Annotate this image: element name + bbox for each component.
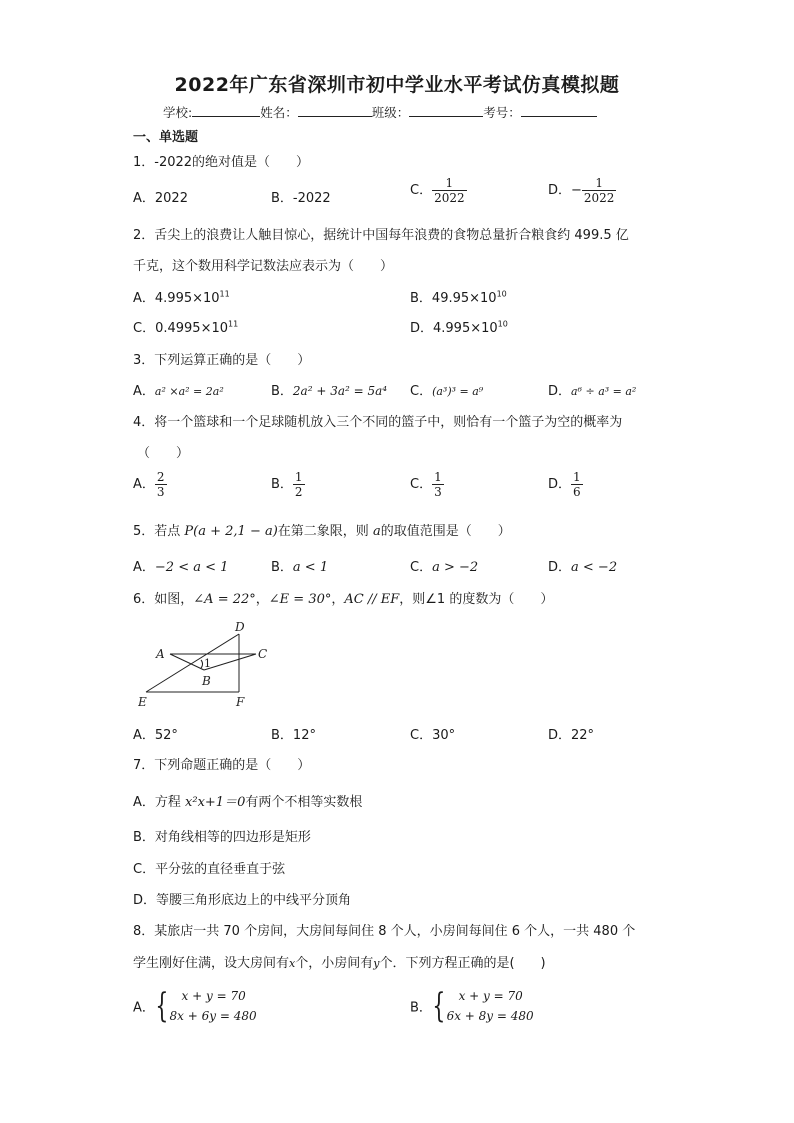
number-blank[interactable] <box>521 104 597 117</box>
q1-d-fraction: $\frac{1}{2022}$ <box>583 176 615 205</box>
q5-option-b[interactable]: B．a < 1 <box>271 560 329 575</box>
q1-option-c[interactable] <box>410 176 467 205</box>
q3-option-d[interactable]: D．a⁶ ÷ a³ = a² <box>548 384 637 399</box>
q8-a-system: x + y = 70 8x + 6y = 480 <box>169 989 257 1023</box>
q4-option-b[interactable]: B． $\frac{1}{2}$ <box>271 470 303 499</box>
q6-option-c[interactable]: C．30° <box>410 728 456 743</box>
q4-option-c[interactable]: C． $\frac{1}{3}$ <box>410 470 442 499</box>
q1-option-d[interactable] <box>548 176 616 205</box>
q1-option-a[interactable]: A．2022 <box>133 191 188 206</box>
class-label: 班级： <box>371 105 410 120</box>
question-5-stem: 5．若点 P(a + 2,1 − a)在第二象限，则 a的取值范围是（ ） <box>133 524 511 539</box>
label-angle-1: 1 <box>204 657 211 670</box>
q5-option-d[interactable]: D．a < −2 <box>548 560 618 575</box>
label-e: E <box>138 695 147 709</box>
school-label: 学校: <box>163 105 193 120</box>
name-blank[interactable] <box>298 104 372 117</box>
segment-bc <box>204 654 256 670</box>
q8-option-a[interactable]: A．{ x + y = 70 8x + 6y = 480 <box>133 986 257 1026</box>
q1-c-fraction: $\frac{1}{2022}$ <box>434 176 465 205</box>
question-1-stem: 1．-2022的绝对值是（ ） <box>133 155 310 170</box>
q3-option-b[interactable]: B．2a² + 3a² = 5a⁴ <box>271 384 388 399</box>
label-d: D <box>235 620 245 634</box>
q4-b-fraction: $\frac{1}{2}$ <box>294 470 303 499</box>
label-c: C <box>258 647 268 661</box>
q4-d-fraction: $\frac{1}{6}$ <box>573 470 581 499</box>
geometry-figure <box>138 618 273 710</box>
q4-option-a[interactable]: A． $\frac{2}{3}$ <box>133 470 165 499</box>
q7-option-c[interactable]: C．平分弦的直径垂直于弦 <box>133 862 286 877</box>
q3-option-a[interactable]: A．a² ×a² = 2a² <box>133 384 224 399</box>
q7-option-a[interactable]: A．方程 x²x+1＝0有两个不相等实数根 <box>133 795 363 810</box>
q7-option-d[interactable]: D．等腰三角形底边上的中线平分顶角 <box>133 893 352 908</box>
q6-option-d[interactable]: D．22° <box>548 728 595 743</box>
question-6-stem: 6．如图，∠A = 22°，∠E = 30°，AC // EF，则∠1 的度数为（ ） <box>133 592 554 607</box>
page-title: 2022年广东省深圳市初中学业水平考试仿真模拟题 <box>174 74 620 96</box>
q1-d-label: D．− <box>548 183 582 198</box>
angle-1-arc <box>201 660 203 668</box>
q8-b-brace-icon: { <box>432 986 446 1026</box>
question-8-stem-line2: 学生刚好住满，设大房间有x个，小房间有y个．下列方程正确的是( ) <box>133 956 546 971</box>
section-heading: 一、单选题 <box>133 130 199 145</box>
q5-option-a[interactable]: A．−2 < a < 1 <box>133 560 229 575</box>
label-a: A <box>156 647 165 661</box>
q8-option-b[interactable]: B．{ x + y = 70 6x + 8y = 480 <box>410 986 534 1026</box>
label-f: F <box>236 695 245 709</box>
q8-b-system: x + y = 70 6x + 8y = 480 <box>446 989 534 1023</box>
q8-a-brace-icon: { <box>155 986 169 1026</box>
q4-c-fraction: $\frac{1}{3}$ <box>434 470 442 499</box>
segment-ab <box>170 654 204 670</box>
q1-option-b[interactable]: B．-2022 <box>271 191 331 206</box>
question-3-stem: 3．下列运算正确的是（ ） <box>133 353 311 368</box>
q1-c-label: C． <box>410 183 433 198</box>
q2-option-b[interactable]: B．$49.95\times 10^{10}$ <box>410 289 507 306</box>
question-4-stem-line1: 4．将一个篮球和一个足球随机放入三个不同的篮子中，则恰有一个篮子为空的概率为 <box>133 415 623 430</box>
q3-option-c[interactable]: C．(a³)³ = a⁹ <box>410 384 484 399</box>
q2-option-a[interactable]: A．$4.995\times 10^{11}$ <box>133 289 230 306</box>
q2-option-d[interactable]: D．$4.995\times 10^{10}$ <box>410 319 508 336</box>
label-b: B <box>202 674 211 688</box>
q6-option-b[interactable]: B．12° <box>271 728 316 743</box>
q7-option-b[interactable]: B．对角线相等的四边形是矩形 <box>133 830 311 845</box>
name-label: 姓名： <box>260 105 298 120</box>
question-2-stem-line2: 千克，这个数用科学记数法应表示为（ ） <box>133 259 394 274</box>
q4-option-d[interactable]: D． $\frac{1}{6}$ <box>548 470 581 499</box>
student-info-line <box>163 103 597 121</box>
q2-option-c[interactable]: C．$0.4995\times 10^{11}$ <box>133 319 239 336</box>
q5-option-c[interactable]: C．a > −2 <box>410 560 479 575</box>
question-7-stem: 7．下列命题正确的是（ ） <box>133 758 311 773</box>
school-blank[interactable] <box>192 104 260 117</box>
q6-option-a[interactable]: A．52° <box>133 728 178 743</box>
number-label: 考号： <box>483 105 521 120</box>
question-8-stem-line1: 8．某旅店一共 70 个房间，大房间每间住 8 个人，小房间每间住 6 个人，一共 480 个 <box>133 924 636 939</box>
question-2-stem-line1: 2．舌尖上的浪费让人触目惊心，据统计中国每年浪费的食物总量折合粮食约 499.5 亿 <box>133 228 629 243</box>
q4-a-fraction: $\frac{2}{3}$ <box>156 470 165 499</box>
question-4-stem-line2: （ ） <box>137 446 190 461</box>
class-blank[interactable] <box>409 104 483 117</box>
